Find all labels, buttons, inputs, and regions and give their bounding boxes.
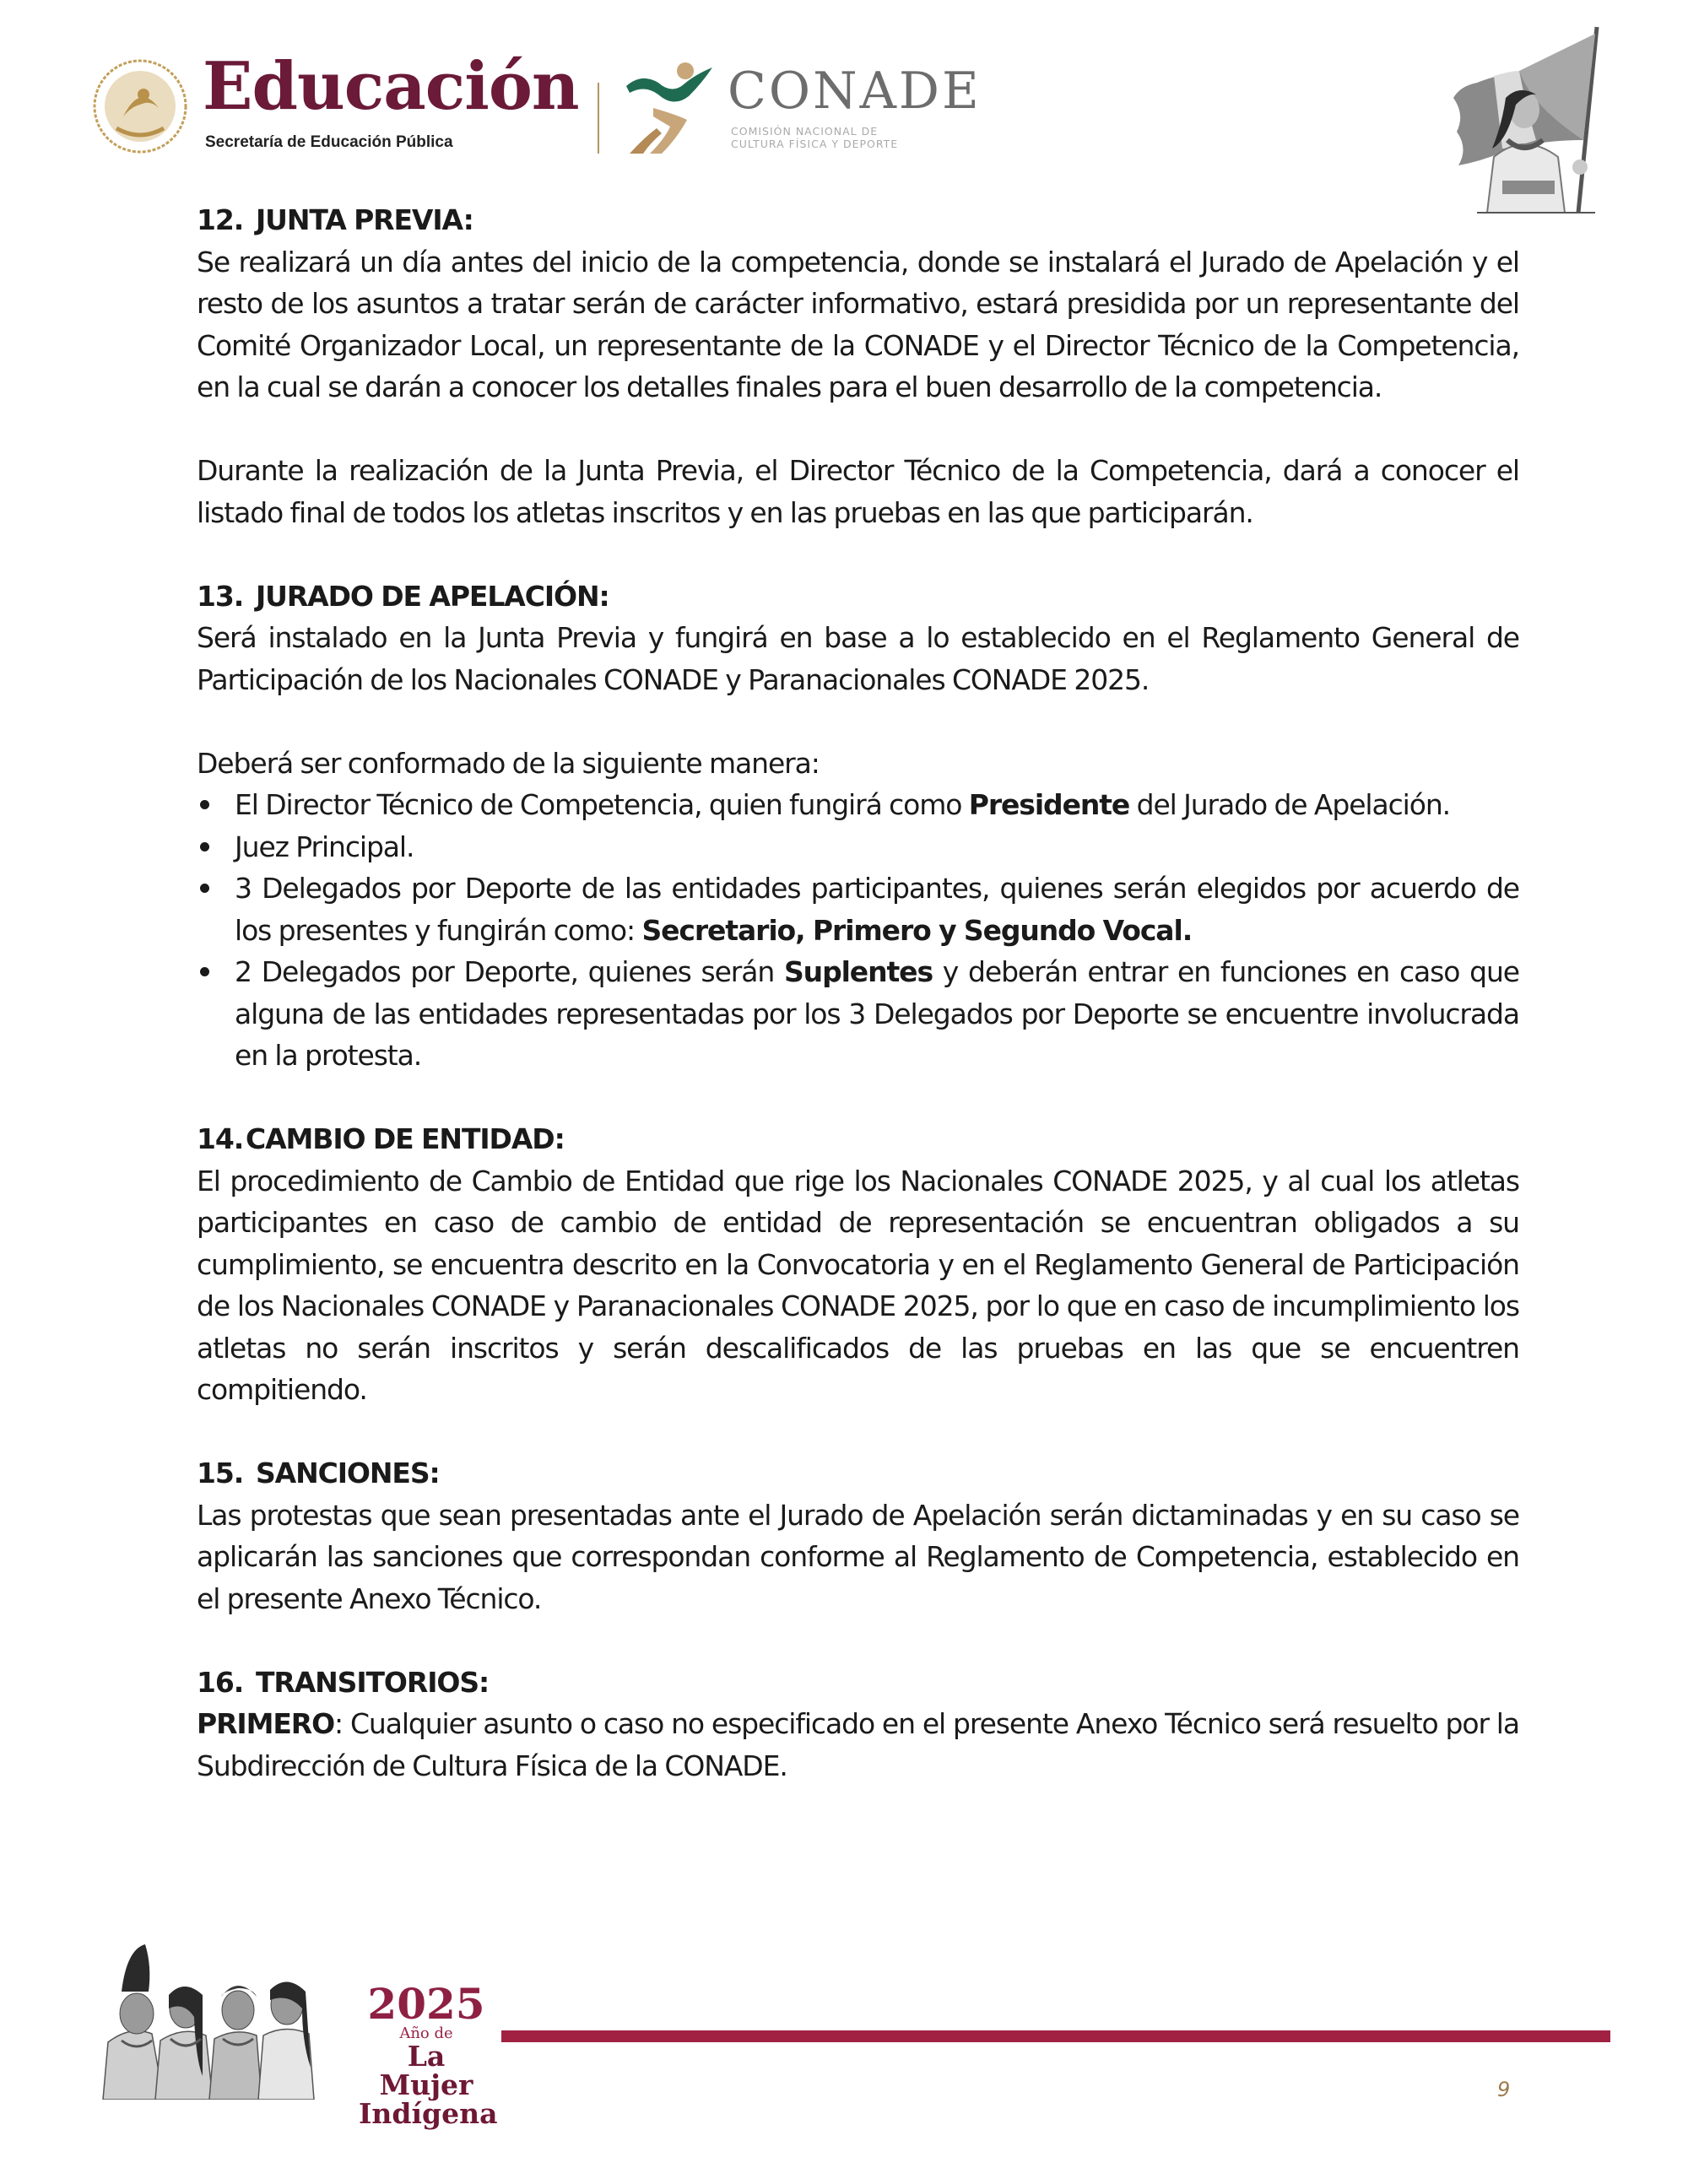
section-12: [197, 199, 1519, 533]
conade-title: CONADE: [728, 62, 982, 121]
indigenous-women-illustration-icon: [96, 1941, 349, 2100]
section-title: CAMBIO DE ENTIDAD:: [246, 1122, 565, 1155]
bullet-icon: [200, 800, 209, 809]
conade-subtitle: [731, 125, 898, 150]
section-title: SANCIONES:: [256, 1457, 440, 1489]
list-item: 2 Delegados por Deporte, quienes serán Suplentes y deberán entrar en funciones en caso que alguna de las entidades representadas por los 3 Delegados por Deporte se encuentre involucrada en la protesta.: [197, 951, 1519, 1077]
section-14: [197, 1118, 1519, 1411]
section-13: [197, 576, 1519, 1077]
section-title: JURADO DE APELACIÓN:: [256, 579, 609, 613]
year-of-indigenous-woman-logo: [359, 1979, 498, 2130]
footer-divider-bar: [501, 2030, 1610, 2042]
bold-text: Presidente: [968, 788, 1130, 821]
section-title: JUNTA PREVIA:: [256, 203, 473, 236]
section-heading: [197, 1662, 1519, 1704]
year-line-3: La Mujer: [379, 2040, 473, 2101]
paragraph: Se realizará un día antes del inicio de la competencia, donde se instalará el Jurado de Apelación y el resto de los asuntos a tratar serán de carácter informativo, estará presidida por un representante del Comité Organizador Local, un representante de la CONADE y el Director Técnico de la Competencia, en la cual se darán a conocer los detalles finales para el buen desarrollo de la competencia.: [197, 245, 1519, 403]
bullet-icon: [200, 884, 209, 893]
section-16: [197, 1662, 1519, 1787]
section-heading: [197, 1452, 1519, 1495]
list-item: 3 Delegados por Deporte de las entidades participantes, quienes serán elegidos por acuerdo de los presentes y fungirán como: Secretario, Primero y Segundo Vocal.: [197, 868, 1519, 951]
header-divider: [598, 83, 599, 154]
paragraph: El procedimiento de Cambio de Entidad que rige los Nacionales CONADE 2025, y al cual los atletas participantes en caso de cambio de entidad de representación se encuentran obligados a su cumplimiento, se encuentra descrito en la Convocatoria y en el Reglamento General de Participación de los Nacionales CONADE y Paranacionales CONADE 2025, por lo que en caso de incumplimiento los atletas no serán inscritos y serán descalificados de las pruebas en las que se encuentren compitiendo.: [197, 1164, 1519, 1406]
year-line-2: Año de: [399, 2025, 453, 2042]
conade-subtitle-line1: COMISIÓN NACIONAL DE: [731, 125, 879, 138]
bold-text: Secretario, Primero y Segundo Vocal.: [641, 913, 1193, 947]
section-number: 14.: [197, 1122, 244, 1155]
page-number: 9: [1497, 2078, 1511, 2101]
paragraph: Durante la realización de la Junta Previa, el Director Técnico de la Competencia, dará a conocer el listado final de todos los atletas inscritos y en las pruebas en las que participarán.: [197, 454, 1519, 529]
list-item: El Director Técnico de Competencia, quien fungirá como Presidente del Jurado de Apelación.: [197, 784, 1519, 826]
section-number: 12.: [197, 203, 244, 236]
paragraph: Las protestas que sean presentadas ante el Jurado de Apelación serán dictaminadas y en su caso se aplicarán las sanciones que correspondan conforme al Reglamento de Competencia, establecido en el presente Anexo Técnico.: [197, 1498, 1519, 1615]
section-title: TRANSITORIOS:: [256, 1665, 490, 1699]
section-number: 15.: [197, 1457, 244, 1489]
section-15: [197, 1452, 1519, 1619]
page-header: [0, 0, 1688, 194]
conade-runner-icon: [625, 61, 726, 155]
section-heading: [197, 576, 1519, 618]
section-number: 16.: [197, 1665, 244, 1699]
section-heading: [197, 1118, 1519, 1160]
paragraph: Será instalado en la Junta Previa y fungirá en base a lo establecido en el Reglamento General de Participación de los Nacionales CONADE y Paranacionales CONADE 2025.: [197, 621, 1519, 696]
coat-of-arms-seal-icon: [91, 57, 189, 155]
sep-subtitle: Secretaría de Educación Pública: [205, 133, 453, 151]
list-item: Juez Principal.: [197, 826, 1519, 868]
bullet-icon: [200, 842, 209, 851]
woman-with-flag-illustration-icon: [1426, 22, 1620, 216]
sep-title: Educación: [203, 48, 579, 125]
conade-subtitle-line2: CULTURA FÍSICA Y DEPORTE: [731, 138, 899, 150]
year-line-4: Indígena: [359, 2097, 498, 2130]
section-number: 13.: [197, 579, 244, 613]
paragraph: Deberá ser conformado de la siguiente manera:: [197, 746, 820, 780]
bullet-list: [197, 784, 1519, 1077]
document-body: [197, 199, 1519, 1787]
year-number: 2025: [367, 1979, 485, 2029]
bold-text: PRIMERO: [197, 1707, 335, 1740]
paragraph: PRIMERO: Cualquier asunto o caso no especificado en el presente Anexo Técnico será resuelto por la Subdirección de Cultura Física de la CONADE.: [197, 1707, 1519, 1782]
bold-text: Suplentes: [784, 955, 933, 988]
bullet-icon: [200, 967, 209, 976]
section-heading: [197, 199, 1519, 241]
